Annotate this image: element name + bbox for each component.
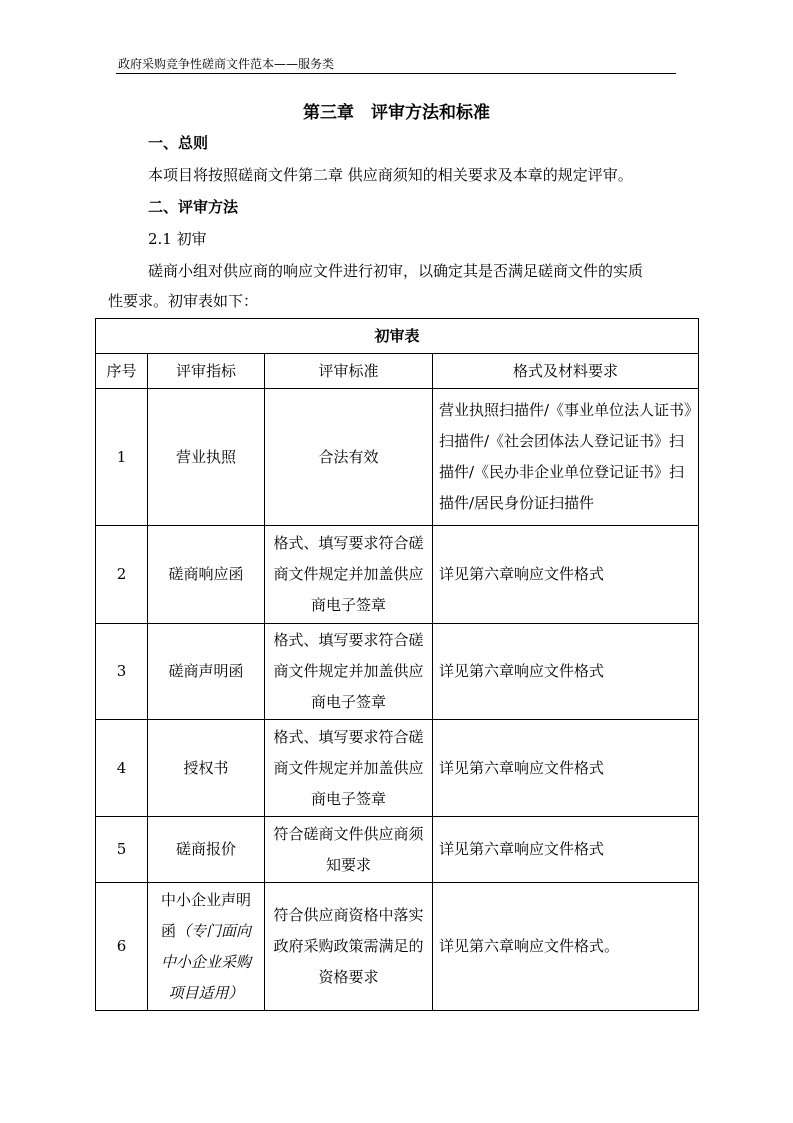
- material-requirement: 详见第六章响应文件格式: [433, 817, 699, 883]
- table-row: [96, 526, 699, 624]
- section1-text: 本项目将按照磋商文件第二章 供应商须知的相关要求及本章的规定评审。: [148, 166, 633, 184]
- review-indicator: 营业执照: [148, 389, 265, 526]
- review-standard: 符合供应商资格中落实政府采购政策需满足的资格要求: [265, 883, 433, 1011]
- table-row: [96, 624, 699, 720]
- table-row: [96, 883, 699, 1011]
- page-header: 政府采购竞争性磋商文件范本——服务类: [118, 57, 335, 71]
- material-requirement: 详见第六章响应文件格式: [433, 526, 699, 624]
- material-requirement: 详见第六章响应文件格式。: [433, 883, 699, 1011]
- subsection-heading: 2.1 初审: [148, 230, 207, 248]
- row-number: 6: [96, 883, 148, 1011]
- review-indicator: 磋商响应函: [148, 526, 265, 624]
- table-row: [96, 720, 699, 817]
- review-indicator: 授权书: [148, 720, 265, 817]
- chapter-title: 第三章 评审方法和标准: [303, 103, 490, 123]
- indicator-note: （专门面向中小企业采购项目适用）: [160, 921, 252, 1002]
- paragraph-line-2: 性要求。初审表如下：: [108, 292, 259, 310]
- row-number: 3: [96, 624, 148, 720]
- table-row: [96, 389, 699, 526]
- indicator-main: 中小企业声明函: [160, 890, 251, 940]
- review-indicator: 磋商报价: [148, 817, 265, 883]
- review-standard: 格式、填写要求符合磋商文件规定并加盖供应商电子签章: [265, 720, 433, 817]
- preliminary-review-table: [95, 318, 699, 1011]
- header-rule: [116, 73, 676, 74]
- table-caption: 初审表: [96, 319, 699, 354]
- row-number: 1: [96, 389, 148, 526]
- review-standard: 符合磋商文件供应商须知要求: [265, 817, 433, 883]
- column-header: 格式及材料要求: [433, 354, 699, 389]
- row-number: 5: [96, 817, 148, 883]
- section2-heading: 二、评审方法: [148, 198, 239, 216]
- row-number: 4: [96, 720, 148, 817]
- paragraph-line-1: 磋商小组对供应商的响应文件进行初审，以确定其是否满足磋商文件的实质: [148, 262, 644, 280]
- section1-heading: 一、总则: [148, 134, 209, 152]
- review-standard: 格式、填写要求符合磋商文件规定并加盖供应商电子签章: [265, 526, 433, 624]
- material-requirement: 营业执照扫描件/《事业单位法人证书》扫描件/《社会团体法人登记证书》扫描件/《民办非企业单位登记证书》扫描件/居民身份证扫描件: [433, 389, 699, 526]
- review-standard: 合法有效: [265, 389, 433, 526]
- review-indicator: [148, 883, 265, 1011]
- material-requirement: 详见第六章响应文件格式: [433, 720, 699, 817]
- column-header: 评审指标: [148, 354, 265, 389]
- row-number: 2: [96, 526, 148, 624]
- column-header: 评审标准: [265, 354, 433, 389]
- table-row: [96, 817, 699, 883]
- review-indicator: 磋商声明函: [148, 624, 265, 720]
- material-requirement: 详见第六章响应文件格式: [433, 624, 699, 720]
- column-header: 序号: [96, 354, 148, 389]
- review-standard: 格式、填写要求符合磋商文件规定并加盖供应商电子签章: [265, 624, 433, 720]
